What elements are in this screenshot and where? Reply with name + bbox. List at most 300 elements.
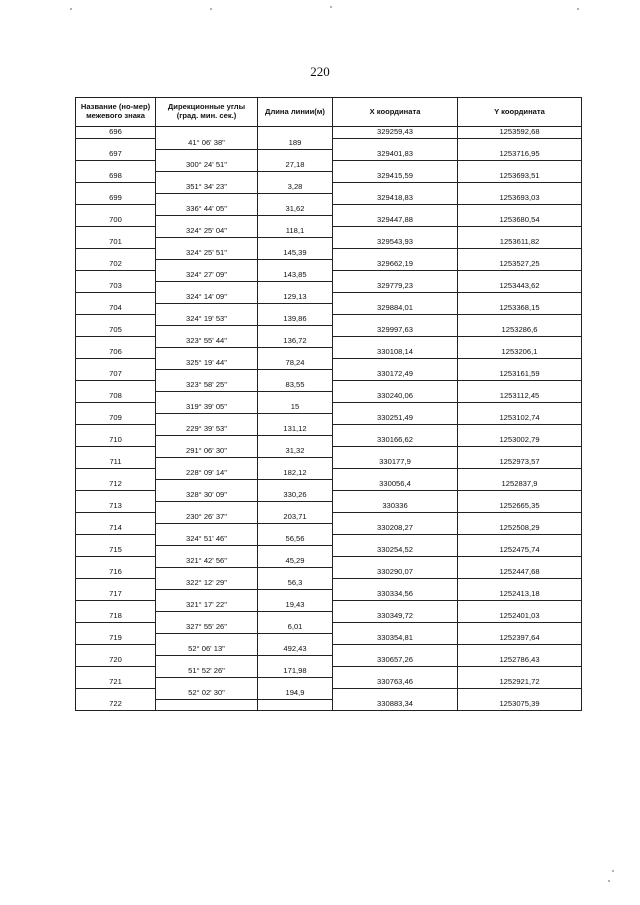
mark-name-cell: 716 — [76, 567, 156, 578]
y-coordinate-cell: 1252508,29 — [458, 523, 582, 534]
x-coordinate-cell: 330290,07 — [333, 567, 458, 578]
table-row-point — [76, 633, 582, 644]
mark-name-cell: 707 — [76, 369, 156, 380]
table-row-segment — [76, 336, 582, 347]
x-coordinate-cell-empty — [333, 578, 458, 589]
directional-angle-cell: 323° 55' 44" — [156, 336, 258, 347]
mark-name-cell-empty — [76, 138, 156, 149]
x-coordinate-cell-empty — [333, 688, 458, 699]
x-coordinate-cell: 329447,88 — [333, 215, 458, 226]
angle-cell-empty — [156, 589, 258, 600]
x-coordinate-cell-empty — [333, 314, 458, 325]
angle-cell-empty — [156, 259, 258, 270]
y-coordinate-cell-empty — [458, 160, 582, 171]
y-coordinate-cell: 1253527,25 — [458, 259, 582, 270]
scan-speck — [608, 880, 610, 882]
directional-angle-cell: 321° 42' 56" — [156, 556, 258, 567]
length-cell-empty — [258, 171, 333, 182]
angle-cell-empty — [156, 149, 258, 160]
table-row-segment — [76, 534, 582, 545]
header-x-coordinate: X координата — [333, 98, 458, 127]
line-length-cell: 19,43 — [258, 600, 333, 611]
line-length-cell: 145,39 — [258, 248, 333, 259]
angle-cell-empty — [156, 413, 258, 424]
x-coordinate-cell: 330763,46 — [333, 677, 458, 688]
table-row-point — [76, 589, 582, 600]
angle-cell-empty — [156, 677, 258, 688]
y-coordinate-cell: 1252786,43 — [458, 655, 582, 666]
angle-cell-empty — [156, 435, 258, 446]
x-coordinate-cell: 330336 — [333, 501, 458, 512]
mark-name-cell-empty — [76, 182, 156, 193]
table-row-point — [76, 413, 582, 424]
x-coordinate-cell: 330208,27 — [333, 523, 458, 534]
length-cell-empty — [258, 501, 333, 512]
table-header-row — [76, 98, 582, 127]
scan-speck — [330, 6, 332, 8]
x-coordinate-cell-empty — [333, 380, 458, 391]
y-coordinate-cell: 1253206,1 — [458, 347, 582, 358]
directional-angle-cell: 325° 19' 44" — [156, 358, 258, 369]
length-cell-empty — [258, 435, 333, 446]
mark-name-cell: 709 — [76, 413, 156, 424]
table-row-segment — [76, 358, 582, 369]
angle-cell-empty — [156, 171, 258, 182]
directional-angle-cell: 300° 24' 51" — [156, 160, 258, 171]
mark-name-cell-empty — [76, 402, 156, 413]
mark-name-cell-empty — [76, 622, 156, 633]
angle-cell-empty — [156, 479, 258, 490]
y-coordinate-cell-empty — [458, 512, 582, 523]
angle-cell-empty — [156, 545, 258, 556]
x-coordinate-cell: 329415,59 — [333, 171, 458, 182]
mark-name-cell-empty — [76, 248, 156, 259]
line-length-cell: 194,9 — [258, 688, 333, 699]
y-coordinate-cell: 1253161,59 — [458, 369, 582, 380]
y-coordinate-cell: 1253112,45 — [458, 391, 582, 402]
x-coordinate-cell-empty — [333, 292, 458, 303]
y-coordinate-cell: 1253592,68 — [458, 127, 582, 139]
y-coordinate-cell-empty — [458, 688, 582, 699]
x-coordinate-cell: 330177,9 — [333, 457, 458, 468]
mark-name-cell: 696 — [76, 127, 156, 139]
directional-angle-cell: 324° 27' 09" — [156, 270, 258, 281]
page-number: 220 — [310, 64, 330, 79]
line-length-cell: 6,01 — [258, 622, 333, 633]
mark-name-cell-empty — [76, 314, 156, 325]
y-coordinate-cell-empty — [458, 358, 582, 369]
y-coordinate-cell: 1253693,03 — [458, 193, 582, 204]
y-coordinate-cell-empty — [458, 182, 582, 193]
line-length-cell: 31,32 — [258, 446, 333, 457]
angle-cell-empty — [156, 567, 258, 578]
header-y-coordinate: Y координата — [458, 98, 582, 127]
length-cell-empty — [258, 457, 333, 468]
table-row-point — [76, 677, 582, 688]
line-length-cell: 78,24 — [258, 358, 333, 369]
mark-name-cell: 699 — [76, 193, 156, 204]
table-row-segment — [76, 490, 582, 501]
x-coordinate-cell: 330334,56 — [333, 589, 458, 600]
x-coordinate-cell-empty — [333, 446, 458, 457]
y-coordinate-cell-empty — [458, 138, 582, 149]
x-coordinate-cell: 329779,23 — [333, 281, 458, 292]
mark-name-cell: 722 — [76, 699, 156, 711]
line-length-cell: 83,55 — [258, 380, 333, 391]
y-coordinate-cell-empty — [458, 226, 582, 237]
y-coordinate-cell-empty — [458, 534, 582, 545]
y-coordinate-cell-empty — [458, 600, 582, 611]
line-length-cell: 203,71 — [258, 512, 333, 523]
length-cell-empty — [258, 413, 333, 424]
y-coordinate-cell: 1253286,6 — [458, 325, 582, 336]
length-cell-empty — [258, 215, 333, 226]
line-length-cell: 56,56 — [258, 534, 333, 545]
y-coordinate-cell-empty — [458, 248, 582, 259]
angle-cell-empty — [156, 633, 258, 644]
directional-angle-cell: 319° 39' 05" — [156, 402, 258, 413]
x-coordinate-cell-empty — [333, 468, 458, 479]
header-mark-name: Название (но-мер) межевого знака — [76, 98, 156, 127]
x-coordinate-cell-empty — [333, 358, 458, 369]
angle-cell-empty — [156, 655, 258, 666]
length-cell-empty — [258, 699, 333, 711]
mark-name-cell: 698 — [76, 171, 156, 182]
mark-name-cell-empty — [76, 578, 156, 589]
mark-name-cell-empty — [76, 380, 156, 391]
length-cell-empty — [258, 193, 333, 204]
x-coordinate-cell-empty — [333, 204, 458, 215]
x-coordinate-cell: 330108,14 — [333, 347, 458, 358]
length-cell-empty — [258, 633, 333, 644]
table-row-segment — [76, 666, 582, 677]
line-length-cell: 15 — [258, 402, 333, 413]
angle-cell-empty — [156, 391, 258, 402]
line-length-cell: 45,29 — [258, 556, 333, 567]
mark-name-cell: 712 — [76, 479, 156, 490]
line-length-cell: 129,13 — [258, 292, 333, 303]
x-coordinate-cell: 329401,83 — [333, 149, 458, 160]
table-row-segment — [76, 314, 582, 325]
x-coordinate-cell-empty — [333, 512, 458, 523]
scan-speck — [577, 8, 579, 10]
directional-angle-cell: 228° 09' 14" — [156, 468, 258, 479]
length-cell-empty — [258, 611, 333, 622]
mark-name-cell-empty — [76, 534, 156, 545]
y-coordinate-cell-empty — [458, 666, 582, 677]
length-cell-empty — [258, 523, 333, 534]
y-coordinate-cell-empty — [458, 270, 582, 281]
boundary-marks-table — [75, 97, 582, 711]
mark-name-cell-empty — [76, 358, 156, 369]
x-coordinate-cell-empty — [333, 270, 458, 281]
angle-cell-empty — [156, 127, 258, 139]
directional-angle-cell: 327° 55' 26" — [156, 622, 258, 633]
table-row-segment — [76, 402, 582, 413]
y-coordinate-cell-empty — [458, 204, 582, 215]
table-row-point — [76, 435, 582, 446]
directional-angle-cell: 230° 26' 37" — [156, 512, 258, 523]
mark-name-cell-empty — [76, 556, 156, 567]
mark-name-cell: 721 — [76, 677, 156, 688]
table-row-point — [76, 545, 582, 556]
line-length-cell: 143,85 — [258, 270, 333, 281]
mark-name-cell: 710 — [76, 435, 156, 446]
table-row-point — [76, 611, 582, 622]
x-coordinate-cell-empty — [333, 424, 458, 435]
length-cell-empty — [258, 391, 333, 402]
line-length-cell: 27,18 — [258, 160, 333, 171]
x-coordinate-cell: 329259,43 — [333, 127, 458, 139]
table-row-segment — [76, 424, 582, 435]
table-row-segment — [76, 644, 582, 655]
directional-angle-cell: 52° 02' 30" — [156, 688, 258, 699]
x-coordinate-cell-empty — [333, 556, 458, 567]
mark-name-cell: 715 — [76, 545, 156, 556]
mark-name-cell: 702 — [76, 259, 156, 270]
length-cell-empty — [258, 589, 333, 600]
table-row-point — [76, 259, 582, 270]
y-coordinate-cell: 1252413,18 — [458, 589, 582, 600]
length-cell-empty — [258, 303, 333, 314]
table-row-point — [76, 171, 582, 182]
length-cell-empty — [258, 655, 333, 666]
table-row-point — [76, 193, 582, 204]
x-coordinate-cell: 330349,72 — [333, 611, 458, 622]
directional-angle-cell: 336° 44' 05" — [156, 204, 258, 215]
y-coordinate-cell-empty — [458, 556, 582, 567]
length-cell-empty — [258, 677, 333, 688]
y-coordinate-cell: 1252973,57 — [458, 457, 582, 468]
table-row-point — [76, 127, 582, 139]
table-row-point — [76, 391, 582, 402]
x-coordinate-cell: 330354,81 — [333, 633, 458, 644]
directional-angle-cell: 324° 19' 53" — [156, 314, 258, 325]
table-row-segment — [76, 270, 582, 281]
x-coordinate-cell-empty — [333, 490, 458, 501]
table-row-segment — [76, 600, 582, 611]
mark-name-cell-empty — [76, 424, 156, 435]
directional-angle-cell: 291° 06' 30" — [156, 446, 258, 457]
y-coordinate-cell-empty — [458, 578, 582, 589]
table-row-point — [76, 325, 582, 336]
mark-name-cell: 705 — [76, 325, 156, 336]
y-coordinate-cell: 1252475,74 — [458, 545, 582, 556]
table-row-segment — [76, 226, 582, 237]
x-coordinate-cell: 330166,62 — [333, 435, 458, 446]
mark-name-cell-empty — [76, 512, 156, 523]
table-row-point — [76, 457, 582, 468]
mark-name-cell-empty — [76, 446, 156, 457]
directional-angle-cell: 229° 39' 53" — [156, 424, 258, 435]
y-coordinate-cell: 1253102,74 — [458, 413, 582, 424]
table-row-segment — [76, 556, 582, 567]
x-coordinate-cell-empty — [333, 600, 458, 611]
x-coordinate-cell: 330172,49 — [333, 369, 458, 380]
table-row-point — [76, 523, 582, 534]
scan-speck — [210, 8, 212, 10]
mark-name-cell-empty — [76, 688, 156, 699]
angle-cell-empty — [156, 501, 258, 512]
y-coordinate-cell: 1252837,9 — [458, 479, 582, 490]
x-coordinate-cell-empty — [333, 248, 458, 259]
angle-cell-empty — [156, 237, 258, 248]
mark-name-cell: 714 — [76, 523, 156, 534]
directional-angle-cell: 52° 06' 13" — [156, 644, 258, 655]
line-length-cell: 189 — [258, 138, 333, 149]
scan-speck — [612, 870, 614, 872]
table-body — [76, 127, 582, 711]
line-length-cell: 131,12 — [258, 424, 333, 435]
mark-name-cell: 701 — [76, 237, 156, 248]
directional-angle-cell: 51° 52' 26" — [156, 666, 258, 677]
angle-cell-empty — [156, 193, 258, 204]
line-length-cell: 182,12 — [258, 468, 333, 479]
angle-cell-empty — [156, 215, 258, 226]
mark-name-cell-empty — [76, 204, 156, 215]
angle-cell-empty — [156, 611, 258, 622]
length-cell-empty — [258, 237, 333, 248]
x-coordinate-cell-empty — [333, 182, 458, 193]
mark-name-cell-empty — [76, 160, 156, 171]
angle-cell-empty — [156, 523, 258, 534]
y-coordinate-cell: 1252447,68 — [458, 567, 582, 578]
table-row-segment — [76, 380, 582, 391]
mark-name-cell: 713 — [76, 501, 156, 512]
table-row-segment — [76, 512, 582, 523]
table-row-point — [76, 303, 582, 314]
y-coordinate-cell-empty — [458, 424, 582, 435]
length-cell-empty — [258, 259, 333, 270]
line-length-cell: 136,72 — [258, 336, 333, 347]
directional-angle-cell: 328° 30' 09" — [156, 490, 258, 501]
x-coordinate-cell: 330056,4 — [333, 479, 458, 490]
table-row-point — [76, 215, 582, 226]
directional-angle-cell: 321° 17' 22" — [156, 600, 258, 611]
x-coordinate-cell-empty — [333, 160, 458, 171]
mark-name-cell-empty — [76, 270, 156, 281]
table-row-segment — [76, 138, 582, 149]
x-coordinate-cell: 329884,01 — [333, 303, 458, 314]
length-cell-empty — [258, 347, 333, 358]
y-coordinate-cell: 1253002,79 — [458, 435, 582, 446]
angle-cell-empty — [156, 457, 258, 468]
length-cell-empty — [258, 281, 333, 292]
mark-name-cell: 706 — [76, 347, 156, 358]
table-row-segment — [76, 688, 582, 699]
line-length-cell: 330,26 — [258, 490, 333, 501]
table-row-segment — [76, 160, 582, 171]
y-coordinate-cell-empty — [458, 446, 582, 457]
table-row-segment — [76, 446, 582, 457]
mark-name-cell: 703 — [76, 281, 156, 292]
table-row-segment — [76, 292, 582, 303]
mark-name-cell: 711 — [76, 457, 156, 468]
y-coordinate-cell-empty — [458, 380, 582, 391]
y-coordinate-cell: 1253716,95 — [458, 149, 582, 160]
mark-name-cell: 708 — [76, 391, 156, 402]
length-cell-empty — [258, 369, 333, 380]
table-row-point — [76, 655, 582, 666]
x-coordinate-cell-empty — [333, 622, 458, 633]
mark-name-cell-empty — [76, 336, 156, 347]
x-coordinate-cell: 330657,26 — [333, 655, 458, 666]
x-coordinate-cell: 329543,93 — [333, 237, 458, 248]
y-coordinate-cell: 1253693,51 — [458, 171, 582, 182]
y-coordinate-cell: 1253368,15 — [458, 303, 582, 314]
y-coordinate-cell-empty — [458, 336, 582, 347]
y-coordinate-cell-empty — [458, 314, 582, 325]
mark-name-cell-empty — [76, 468, 156, 479]
mark-name-cell-empty — [76, 600, 156, 611]
y-coordinate-cell-empty — [458, 490, 582, 501]
header-directional-angle: Дирекционные углы (град. мин. сек.) — [156, 98, 258, 127]
table-row-point — [76, 699, 582, 711]
mark-name-cell-empty — [76, 644, 156, 655]
y-coordinate-cell: 1253611,82 — [458, 237, 582, 248]
x-coordinate-cell-empty — [333, 534, 458, 545]
angle-cell-empty — [156, 347, 258, 358]
x-coordinate-cell: 330254,52 — [333, 545, 458, 556]
line-length-cell: 3,28 — [258, 182, 333, 193]
y-coordinate-cell: 1252921,72 — [458, 677, 582, 688]
angle-cell-empty — [156, 281, 258, 292]
line-length-cell: 171,98 — [258, 666, 333, 677]
y-coordinate-cell-empty — [458, 644, 582, 655]
y-coordinate-cell: 1253075,39 — [458, 699, 582, 711]
length-cell-empty — [258, 567, 333, 578]
length-cell-empty — [258, 325, 333, 336]
length-cell-empty — [258, 149, 333, 160]
x-coordinate-cell: 330883,34 — [333, 699, 458, 711]
directional-angle-cell: 322° 12' 29" — [156, 578, 258, 589]
mark-name-cell-empty — [76, 226, 156, 237]
y-coordinate-cell: 1253680,54 — [458, 215, 582, 226]
table-row-point — [76, 479, 582, 490]
table-row-segment — [76, 578, 582, 589]
x-coordinate-cell-empty — [333, 666, 458, 677]
scan-speck — [70, 8, 72, 10]
directional-angle-cell: 324° 14' 09" — [156, 292, 258, 303]
angle-cell-empty — [156, 325, 258, 336]
table-row-segment — [76, 182, 582, 193]
x-coordinate-cell: 329418,83 — [333, 193, 458, 204]
x-coordinate-cell-empty — [333, 336, 458, 347]
line-length-cell: 139,86 — [258, 314, 333, 325]
table-row-point — [76, 567, 582, 578]
x-coordinate-cell: 329997,63 — [333, 325, 458, 336]
mark-name-cell: 697 — [76, 149, 156, 160]
y-coordinate-cell-empty — [458, 468, 582, 479]
table-row-point — [76, 347, 582, 358]
mark-name-cell: 704 — [76, 303, 156, 314]
directional-angle-cell: 323° 58' 25" — [156, 380, 258, 391]
mark-name-cell: 717 — [76, 589, 156, 600]
table-row-segment — [76, 248, 582, 259]
mark-name-cell: 719 — [76, 633, 156, 644]
y-coordinate-cell-empty — [458, 292, 582, 303]
table-row-point — [76, 237, 582, 248]
mark-name-cell-empty — [76, 666, 156, 677]
line-length-cell: 56,3 — [258, 578, 333, 589]
x-coordinate-cell: 329662,19 — [333, 259, 458, 270]
y-coordinate-cell: 1252401,03 — [458, 611, 582, 622]
line-length-cell: 118,1 — [258, 226, 333, 237]
table-row-point — [76, 281, 582, 292]
table-row-point — [76, 501, 582, 512]
angle-cell-empty — [156, 699, 258, 711]
x-coordinate-cell-empty — [333, 226, 458, 237]
